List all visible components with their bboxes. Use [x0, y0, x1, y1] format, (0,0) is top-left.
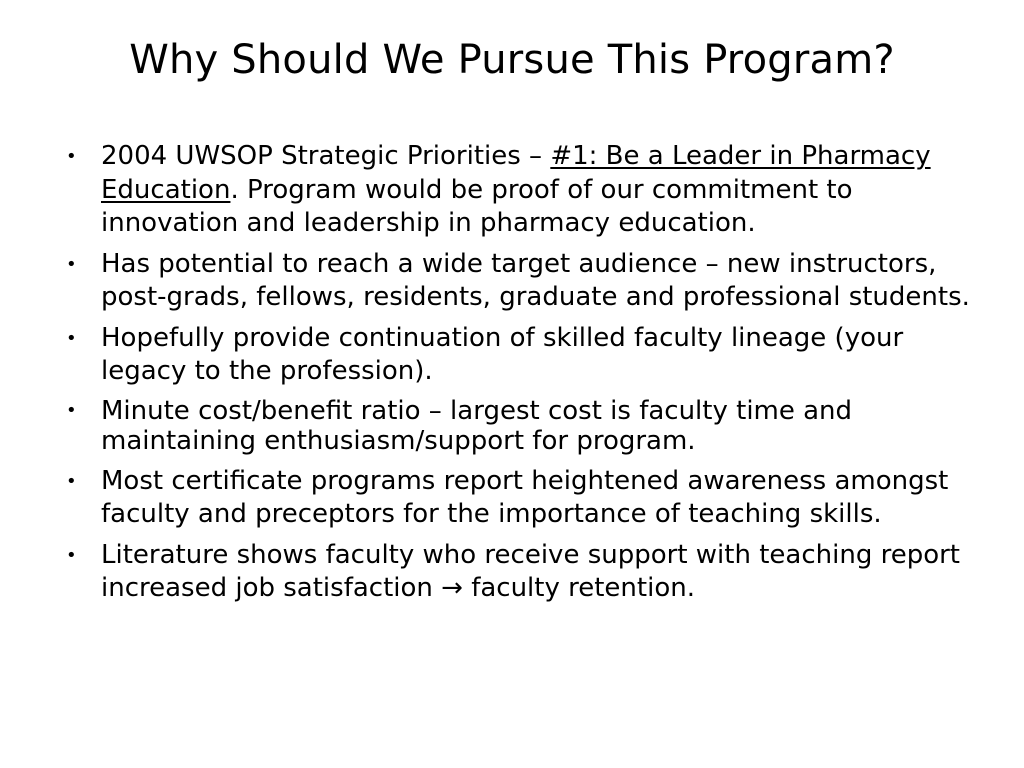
- bullet-list: [66, 140, 986, 613]
- bullet-text: Most certificate programs report heightened awareness amongst faculty and preceptors for the importance of teaching skills.: [101, 465, 949, 529]
- bullet-text: Has potential to reach a wide target audience – new instructors, post-grads, fellows, residents, graduate and professional students.: [101, 248, 970, 312]
- bullet-item-faculty-lineage: [66, 322, 986, 389]
- bullet-text: Literature shows faculty who receive support with teaching report increased job satisfaction → faculty retention.: [101, 539, 960, 603]
- bullet-icon: •: [66, 253, 77, 275]
- bullet-item-cost-benefit: [66, 396, 986, 456]
- bullet-icon: •: [66, 327, 77, 349]
- bullet-text-suffix: . Program would be proof of our commitment to innovation and leadership in pharmacy education.: [101, 174, 853, 238]
- bullet-icon: •: [66, 399, 77, 421]
- bullet-text-underlined: #1: Be a Leader in Pharmacy Education: [101, 141, 931, 205]
- slide-title: Why Should We Pursue This Program?: [129, 37, 895, 83]
- bullet-icon: •: [66, 470, 77, 492]
- bullet-text: Minute cost/benefit ratio – largest cost is faculty time and maintaining enthusiasm/support for program.: [101, 395, 853, 456]
- bullet-icon: •: [66, 146, 77, 167]
- bullet-item-literature: [66, 539, 986, 606]
- bullet-item-certificate-programs: [66, 465, 986, 532]
- bullet-item-target-audience: [66, 248, 986, 315]
- bullet-item-strategic-priorities: [66, 140, 986, 241]
- bullet-icon: •: [66, 544, 77, 566]
- bullet-text: Hopefully provide continuation of skilled faculty lineage (your legacy to the profession).: [101, 322, 904, 386]
- bullet-text-prefix: 2004 UWSOP Strategic Priorities –: [101, 141, 551, 171]
